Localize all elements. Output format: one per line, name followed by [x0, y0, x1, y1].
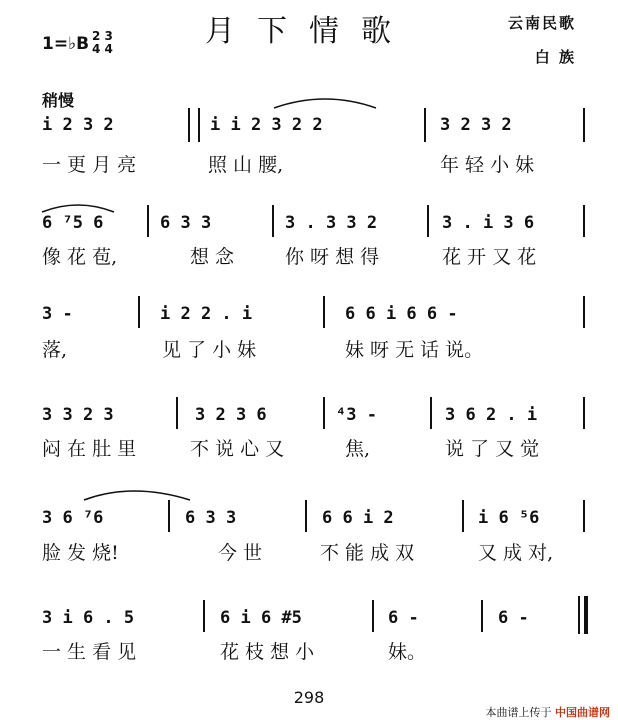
- barline: [583, 108, 585, 142]
- lyrics-line: 妹。: [388, 641, 427, 663]
- barline: [583, 296, 585, 328]
- measure-notes: 3 . i 3 6: [442, 213, 535, 233]
- barline: [305, 500, 307, 532]
- barline: [138, 296, 140, 328]
- lyrics-line: 想 念: [190, 246, 235, 268]
- barline: [462, 500, 464, 532]
- measure-notes: 6 6 i 6 6 -: [345, 304, 458, 324]
- measure-notes: 3 i 6 . 5: [42, 608, 135, 628]
- barline: [583, 397, 585, 429]
- lyrics-line: 脸 发 烧!: [42, 542, 119, 564]
- meter-top: 2 3: [92, 29, 113, 43]
- measure-notes: 3 2 3 2: [440, 115, 512, 135]
- measure-notes: i i 2 3 2 2: [210, 115, 323, 135]
- measure-notes: 3 3 2 3: [42, 405, 114, 425]
- lyrics-line: 闷 在 肚 里: [42, 438, 137, 460]
- measure-notes: 3 . 3 3 2: [285, 213, 378, 233]
- measure-notes: i 2 2 . i: [160, 304, 253, 324]
- lyrics-line: 妹 呀 无 话 说。: [345, 339, 484, 361]
- barline: [427, 205, 429, 237]
- measure-notes: 6 -: [388, 608, 419, 628]
- origin-line-2: 白 族: [534, 48, 576, 66]
- barline: [188, 108, 190, 142]
- measure-notes: 3 2 3 6: [195, 405, 267, 425]
- slur: [42, 205, 114, 212]
- measure-notes: 6 6 i 2: [322, 508, 394, 528]
- measure-notes: 3 6 2 . i: [445, 405, 538, 425]
- barline: [198, 108, 200, 142]
- tempo-marking: 稍慢: [42, 91, 75, 110]
- lyrics-line: 说 了 又 觉: [445, 438, 540, 460]
- measure-notes: 6 3 3: [160, 213, 212, 233]
- lyrics-line: 年 轻 小 妹: [440, 154, 535, 176]
- barline: [272, 205, 274, 237]
- footer-site: 中国曲谱网: [555, 706, 610, 719]
- measure-notes: 6 -: [498, 608, 529, 628]
- measure-notes: 6 i 6 #5: [220, 608, 302, 628]
- barline: [203, 600, 205, 632]
- barline: [481, 600, 483, 632]
- footer-prefix: 本曲谱上传于: [485, 706, 552, 719]
- song-title: 月下情歌: [205, 14, 413, 49]
- lyrics-line: 落,: [42, 339, 68, 361]
- lyrics-line: 不 能 成 双: [320, 542, 415, 564]
- barline: [424, 108, 426, 142]
- barline: [583, 500, 585, 532]
- measure-notes: 3 6 ⁷6: [42, 508, 104, 528]
- origin-line-1: 云南民歌: [507, 14, 576, 32]
- lyrics-line: 一 生 看 见: [42, 641, 137, 663]
- barline: [147, 205, 149, 237]
- barline: [323, 296, 325, 328]
- measure-notes: i 2 3 2: [42, 115, 114, 135]
- footer-credit: [486, 704, 611, 720]
- lyrics-line: 照 山 腰,: [208, 154, 284, 176]
- lyrics-line: 花 开 又 花: [442, 246, 537, 268]
- barline: [176, 397, 178, 429]
- barline: [168, 500, 170, 532]
- barline: [323, 397, 325, 429]
- measure-notes: ⁴3 -: [336, 405, 377, 425]
- barline: [430, 397, 432, 429]
- measure-notes: i 6 ⁵6: [478, 508, 540, 528]
- measure-notes: 6 ⁷5 6: [42, 213, 104, 233]
- barline: [583, 205, 585, 237]
- lyrics-line: 像 花 苞,: [42, 246, 118, 268]
- lyrics-line: 又 成 对,: [478, 542, 554, 564]
- measure-notes: 3 -: [42, 304, 73, 324]
- final-barline-thin: [578, 596, 580, 634]
- lyrics-line: 焦,: [345, 438, 371, 460]
- barline: [372, 600, 374, 632]
- measure-notes: 6 3 3: [185, 508, 237, 528]
- lyrics-line: 花 枝 想 小: [220, 641, 315, 663]
- slur: [274, 99, 376, 108]
- lyrics-line: 今 世: [218, 542, 263, 564]
- lyrics-line: 不 说 心 又: [190, 438, 285, 460]
- lyrics-line: 你 呀 想 得: [285, 246, 380, 268]
- lyrics-line: 见 了 小 妹: [162, 339, 257, 361]
- key-signature: 1=♭B: [42, 34, 90, 54]
- slur: [84, 491, 190, 500]
- page-number: 298: [293, 688, 325, 707]
- final-barline-thick: [584, 596, 588, 634]
- meter-bottom: 4 4: [92, 42, 113, 56]
- lyrics-line: 一 更 月 亮: [42, 154, 137, 176]
